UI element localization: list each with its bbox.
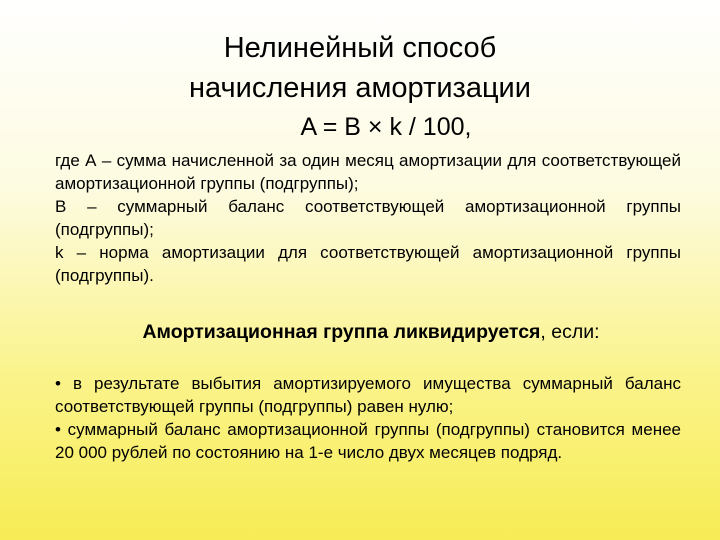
condition-item: • суммарный баланс амортизационной группы (подгруппы) становится менее 20 000 рублей по состоянию на 1-е число двух месяцев подряд. bbox=[55, 420, 681, 462]
slide-title bbox=[0, 28, 720, 108]
definition-b: B – суммарный баланс соответствующей амортизационной группы (подгруппы); bbox=[55, 197, 681, 239]
definition-k: k – норма амортизации для соответствующей амортизационной группы (подгруппы). bbox=[55, 243, 681, 285]
condition-item: • в результате выбытия амортизируемого имущества суммарный баланс соответствующей группы (подгруппы) равен нулю; bbox=[55, 374, 681, 416]
liquidation-conditions bbox=[55, 372, 681, 464]
subheading-rest: , если: bbox=[540, 321, 600, 343]
formula-definitions bbox=[55, 149, 681, 287]
definition-a: где А – сумма начисленной за один месяц амортизации для соответствующей амортизационной группы (подгруппы); bbox=[55, 151, 681, 193]
subheading-bold: Амортизационная группа ликвидируется bbox=[142, 321, 541, 343]
liquidation-subheading bbox=[0, 321, 720, 344]
slide-title-line-1: Нелинейный способ bbox=[223, 32, 497, 64]
depreciation-formula: A = B × k / 100, bbox=[300, 113, 472, 141]
slide-title-line-2: начисления амортизации bbox=[189, 72, 531, 104]
